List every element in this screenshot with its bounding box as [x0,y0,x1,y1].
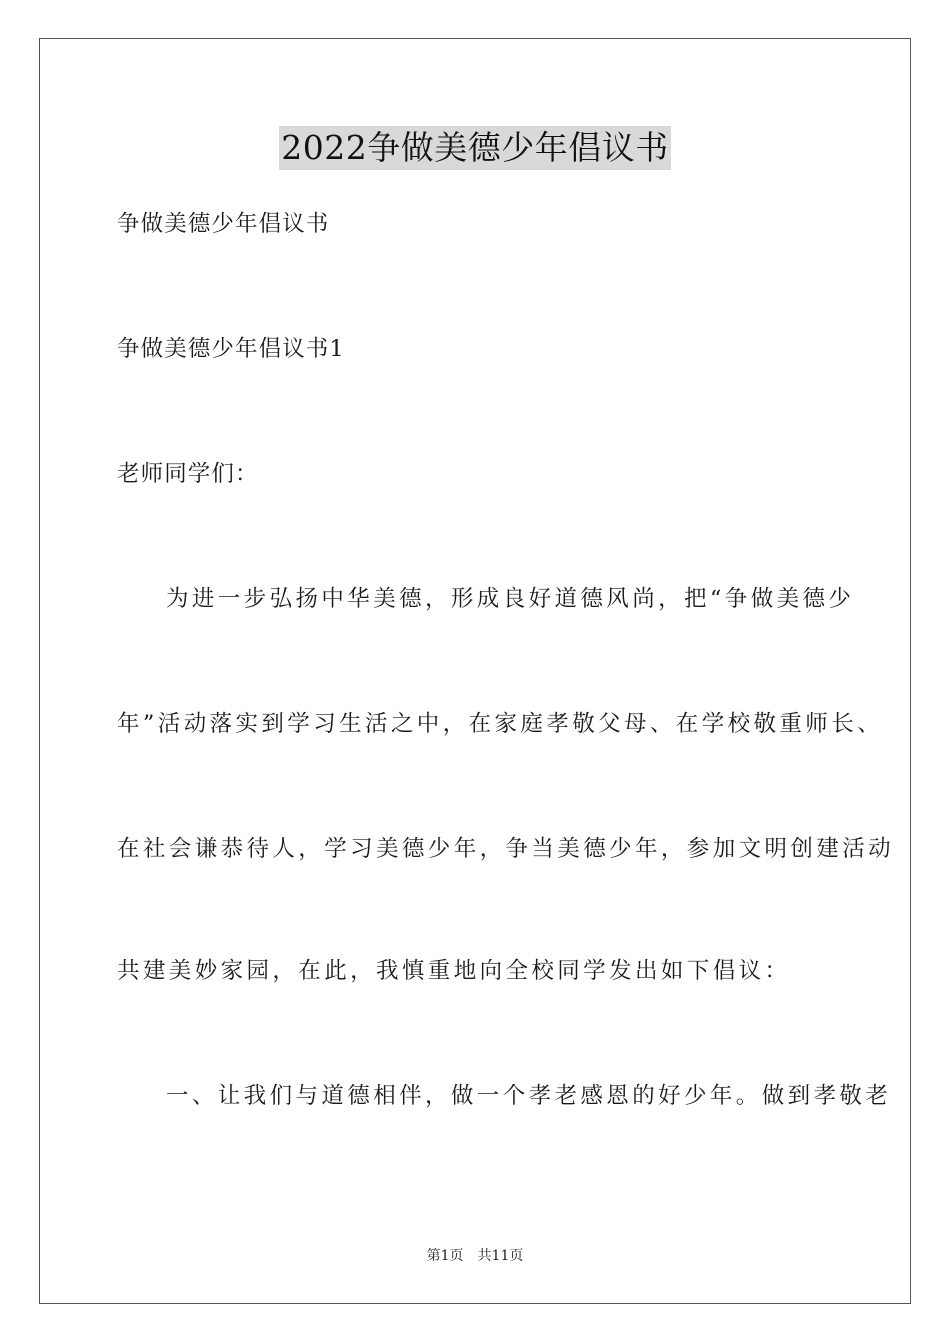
body-paragraph-line: 为进一步弘扬中华美德，形成良好道德风尚，把“争做美德少 [166,586,855,612]
document-title: 2022争做美德少年倡议书 [279,126,670,170]
title-container [0,126,950,170]
page-footer: 第1页 共11页 [426,1248,524,1264]
subtitle-line: 争做美德少年倡议书 [117,211,330,237]
section-heading: 争做美德少年倡议书1 [117,336,345,362]
body-paragraph-line: 年”活动落实到学习生活之中，在家庭孝敬父母、在学校敬重师长、 [117,711,884,737]
salutation: 老师同学们： [117,461,259,487]
body-paragraph-line: 共建美妙家园，在此，我慎重地向全校同学发出如下倡议： [117,958,791,984]
body-paragraph-line: 一、让我们与道德相伴，做一个孝老感恩的好少年。做到孝敬老 [166,1083,892,1109]
body-paragraph-line: 在社会谦恭待人，学习美德少年，争当美德少年，参加文明创建活动 [117,836,895,862]
